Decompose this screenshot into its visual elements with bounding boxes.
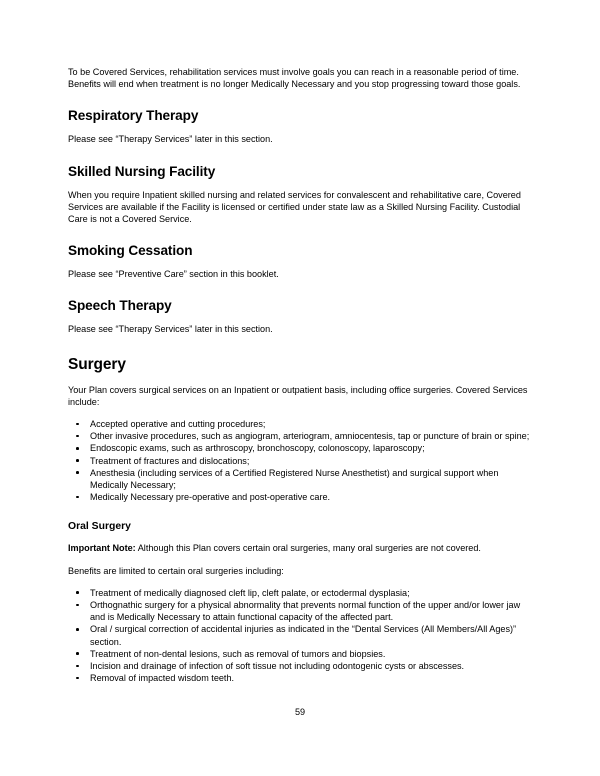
- list-item: [68, 672, 534, 684]
- spacer: [68, 259, 533, 268]
- list-item-text: Removal of impacted wisdom teeth.: [90, 673, 235, 684]
- paragraph-oral-surgery: Benefits are limited to certain oral surgeries including:: [68, 565, 284, 576]
- heading-oral-surgery: Oral Surgery: [68, 521, 131, 533]
- list-item-text: Treatment of medically diagnosed cleft lip, cleft palate, or ectodermal dysplasia;: [90, 587, 410, 598]
- bullet-icon: [76, 677, 79, 680]
- spacer: [68, 314, 533, 323]
- list-item-text: Other invasive procedures, such as angiogram, arteriogram, amniocentesis, tap or puncture of brain or spine;: [90, 431, 530, 442]
- paragraph-surgery: Your Plan covers surgical services on an Inpatient or outpatient basis, including office surgeries. Covered Services include:: [68, 384, 528, 407]
- bullet-icon: [76, 459, 79, 462]
- surgery-bullet-list: [68, 418, 533, 503]
- heading-smoking-cessation: Smoking Cessation: [68, 243, 193, 259]
- bullet-icon: [76, 665, 79, 668]
- heading-surgery: Surgery: [68, 355, 126, 373]
- paragraph-skilled-nursing-facility: When you require Inpatient skilled nursing and related services for convalescent and rehabilitative care, Covered Services are available if the Facility is licensed or certified under state law as a Skilled Nursing Facility. Custodial Care is not a Covered Service.: [68, 189, 521, 225]
- important-note-label: Important Note:: [68, 543, 136, 554]
- spacer: [68, 577, 533, 587]
- spacer: [68, 534, 533, 542]
- heading-speech-therapy: Speech Therapy: [68, 298, 172, 314]
- spacer: [68, 408, 533, 418]
- heading-respiratory-therapy: Respiratory Therapy: [68, 108, 199, 124]
- paragraph-speech-therapy: Please see “Therapy Services” later in this section.: [68, 324, 273, 335]
- list-item: [68, 467, 534, 491]
- list-item: [68, 430, 534, 442]
- spacer: [68, 503, 533, 520]
- list-item-text: Oral / surgical correction of accidental injuries as indicated in the “Dental Services (All Members/All Ages)” section.: [90, 624, 517, 647]
- list-item: [68, 623, 534, 647]
- list-item: [68, 648, 534, 660]
- important-note-text: Although this Plan covers certain oral surgeries, many oral surgeries are not covered.: [135, 543, 481, 554]
- list-item-text: Accepted operative and cutting procedures;: [90, 419, 266, 430]
- paragraph-respiratory-therapy: Please see “Therapy Services” later in this section.: [68, 134, 273, 145]
- list-item-text: Endoscopic exams, such as arthroscopy, bronchoscopy, colonoscopy, laparoscopy;: [90, 443, 425, 454]
- bullet-icon: [76, 604, 79, 607]
- list-item-text: Incision and drainage of infection of soft tissue not including odontogenic cysts or abscesses.: [90, 661, 465, 672]
- list-item-text: Orthognathic surgery for a physical abnormality that prevents normal function of the upper and/or lower jaw and is Medically Necessary to attain functional capacity of the affected part.: [90, 600, 521, 623]
- list-item-text: Medically Necessary pre-operative and post-operative care.: [90, 492, 331, 503]
- spacer: [68, 90, 533, 107]
- bullet-icon: [76, 496, 79, 499]
- page-number: 59: [294, 707, 306, 717]
- bullet-icon: [76, 435, 79, 438]
- spacer: [68, 555, 533, 565]
- spacer: [68, 374, 533, 384]
- list-item: [68, 587, 534, 599]
- spacer: [68, 336, 533, 355]
- bullet-icon: [76, 591, 79, 594]
- oral-surgery-important-note: [68, 542, 533, 554]
- heading-skilled-nursing-facility: Skilled Nursing Facility: [68, 163, 216, 179]
- list-item-text: Treatment of non-dental lesions, such as removal of tumors and biopsies.: [90, 648, 386, 659]
- spacer: [68, 225, 533, 242]
- list-item: [68, 442, 534, 454]
- spacer: [68, 180, 533, 189]
- list-item-text: Anesthesia (including services of a Certified Registered Nurse Anesthetist) and surgical support when Medically Necessary;: [90, 467, 499, 491]
- list-item-text: Treatment of fractures and dislocations;: [90, 455, 250, 466]
- spacer: [68, 280, 533, 297]
- bullet-icon: [76, 471, 79, 474]
- spacer: [68, 146, 533, 163]
- bullet-icon: [76, 652, 79, 655]
- list-item: [68, 418, 534, 430]
- bullet-icon: [76, 628, 79, 631]
- oral-surgery-bullet-list: [68, 587, 533, 685]
- paragraph-smoking-cessation: Please see “Preventive Care” section in this booklet.: [68, 269, 279, 280]
- list-item: [68, 491, 534, 503]
- spacer: [68, 124, 533, 133]
- bullet-icon: [76, 423, 79, 426]
- list-item: [68, 660, 534, 672]
- bullet-icon: [76, 447, 79, 450]
- list-item: [68, 455, 534, 467]
- intro-paragraph: To be Covered Services, rehabilitation services must involve goals you can reach in a reasonable period of time. Benefits will end when treatment is no longer Medically Necessary and you stop progressing toward those goals.: [68, 67, 521, 90]
- list-item: [68, 599, 534, 623]
